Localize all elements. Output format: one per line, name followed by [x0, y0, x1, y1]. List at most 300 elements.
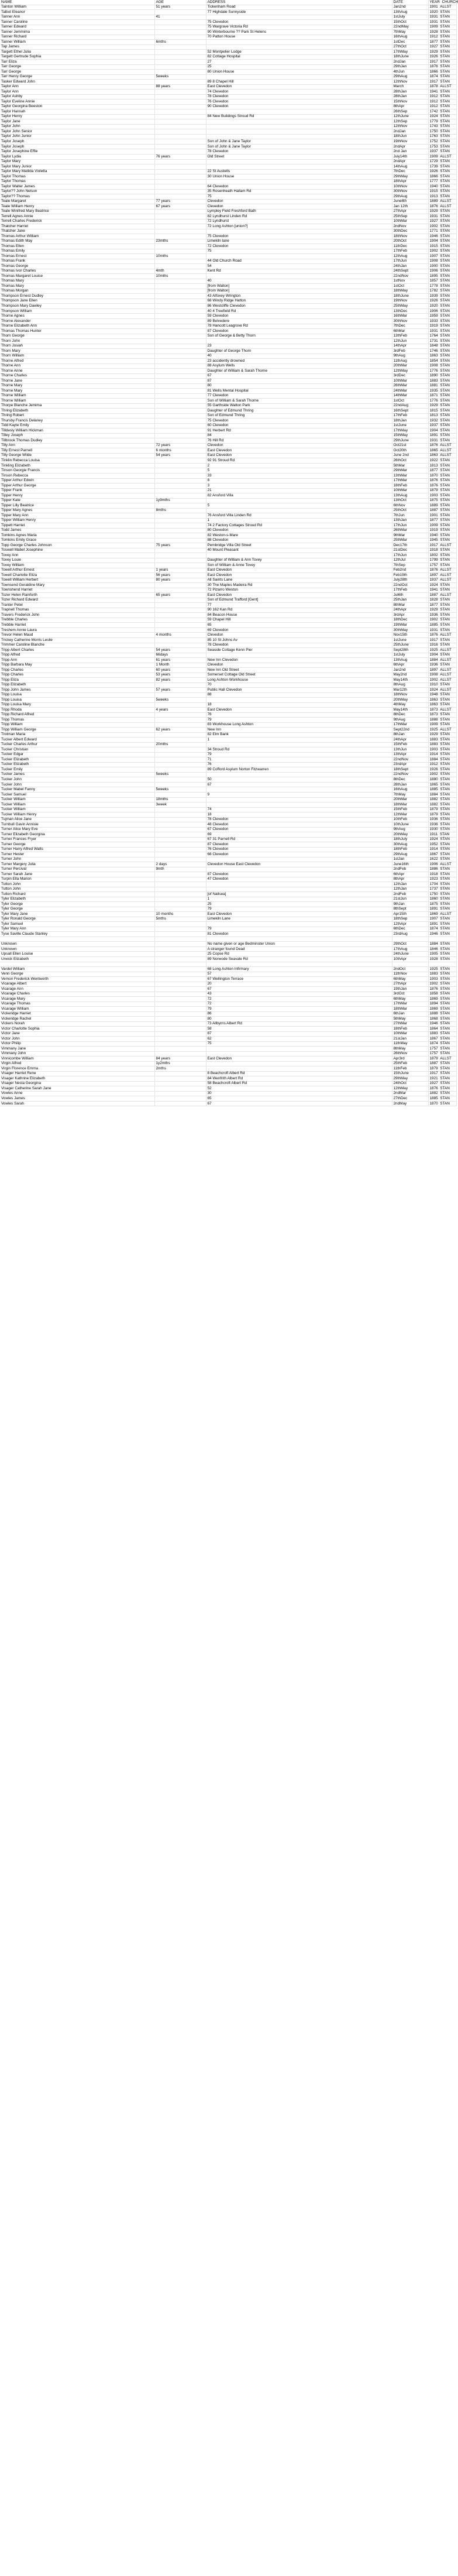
cell-age[interactable] — [154, 757, 206, 763]
cell-date[interactable]: 27thOct — [392, 44, 428, 50]
cell-year-church[interactable] — [428, 40, 456, 45]
cell-address[interactable]: 40 4 Treefield Rd — [206, 308, 392, 314]
cell-year-church[interactable] — [428, 802, 456, 808]
cell-age[interactable] — [154, 807, 206, 812]
cell-name[interactable]: Visager Nesta Georgina — [0, 1081, 154, 1086]
cell-name[interactable] — [0, 937, 154, 942]
cell-date[interactable] — [392, 962, 428, 967]
cell-name[interactable]: Vicarage William — [0, 1007, 154, 1012]
cell-name[interactable]: Thorn John — [0, 339, 154, 344]
cell-name[interactable]: Turner Harry Alfred Watts — [0, 847, 154, 852]
cell-age[interactable] — [154, 329, 206, 334]
cell-name[interactable]: Turner Alice Mary Eve — [0, 827, 154, 832]
cell-date[interactable]: 10thMar — [392, 488, 428, 493]
cell-age[interactable] — [154, 413, 206, 419]
cell-date[interactable]: 8thSept — [392, 907, 428, 912]
cell-age[interactable] — [154, 164, 206, 170]
cell-date[interactable]: 12thJun — [392, 339, 428, 344]
cell-year-church[interactable] — [428, 1101, 456, 1106]
cell-date[interactable]: 11thAug — [392, 359, 428, 364]
cell-name[interactable]: Thatcher Jane — [0, 229, 154, 234]
cell-date[interactable]: 15thFeb — [392, 807, 428, 812]
cell-year-church[interactable] — [428, 100, 456, 105]
cell-address[interactable]: 75 Clevedon — [206, 20, 392, 25]
cell-year-church[interactable] — [428, 1071, 456, 1076]
cell-name[interactable]: Vinnicombe William — [0, 1057, 154, 1062]
cell-date[interactable]: 19thJan — [392, 987, 428, 992]
cell-name[interactable]: Thorne Elizabeth Ann — [0, 324, 154, 329]
cell-date[interactable]: 25thMar — [392, 538, 428, 543]
cell-age[interactable]: 53 years — [154, 673, 206, 678]
cell-name[interactable]: Thompson Mary Dawley — [0, 304, 154, 309]
cell-date[interactable]: 12thNov — [392, 124, 428, 129]
cell-name[interactable]: Thring Robert — [0, 413, 154, 419]
cell-address[interactable]: 30 — [206, 1091, 392, 1096]
cell-year-church[interactable] — [428, 832, 456, 838]
cell-year-church[interactable] — [428, 608, 456, 613]
cell-year-church[interactable] — [428, 513, 456, 519]
cell-age[interactable] — [154, 548, 206, 553]
cell-year-church[interactable] — [428, 349, 456, 354]
cell-age[interactable] — [154, 902, 206, 907]
cell-date[interactable]: 11thNov — [392, 972, 428, 977]
cell-year-church[interactable] — [428, 139, 456, 145]
cell-name[interactable]: Turner Hester — [0, 852, 154, 857]
cell-date[interactable]: 18thJune — [392, 294, 428, 299]
cell-date[interactable]: 26thSep — [392, 109, 428, 115]
cell-age[interactable] — [154, 952, 206, 957]
cell-date[interactable]: 23rdAug — [392, 932, 428, 937]
cell-age[interactable] — [154, 119, 206, 125]
cell-year-church[interactable] — [428, 897, 456, 902]
cell-address[interactable]: 87 Clevedon — [206, 842, 392, 848]
cell-name[interactable]: Turnbull Gavin Annisle — [0, 822, 154, 828]
cell-age[interactable] — [154, 94, 206, 100]
cell-year-church[interactable] — [428, 588, 456, 593]
cell-age[interactable]: 3week — [154, 802, 206, 808]
cell-address[interactable]: Tickenham Road — [206, 5, 392, 10]
cell-name[interactable]: Vimmany John — [0, 1051, 154, 1057]
cell-name[interactable]: Tripp Louisa — [0, 698, 154, 703]
cell-age[interactable] — [154, 1031, 206, 1037]
cell-name[interactable]: Tanner William — [0, 40, 154, 45]
cell-age[interactable] — [154, 174, 206, 180]
cell-year-church[interactable] — [428, 663, 456, 668]
cell-age[interactable] — [154, 972, 206, 977]
cell-name[interactable]: Tilley Joseph — [0, 433, 154, 438]
cell-date[interactable]: 29thOct — [392, 942, 428, 947]
cell-address[interactable]: 89 Cofford Asylum Norton Fitzwarren — [206, 767, 392, 773]
cell-age[interactable] — [154, 354, 206, 359]
cell-age[interactable]: 1y9mths — [154, 498, 206, 503]
cell-name[interactable]: Tripp Alfred — [0, 653, 154, 658]
cell-date[interactable]: 2ndJan — [392, 60, 428, 65]
cell-year-church[interactable] — [428, 473, 456, 478]
cell-age[interactable]: 5weeks — [154, 787, 206, 793]
cell-year-church[interactable] — [428, 892, 456, 897]
cell-age[interactable]: 72 years — [154, 443, 206, 448]
cell-name[interactable]: Thorne Jane — [0, 379, 154, 384]
cell-date[interactable]: 6thDec — [392, 927, 428, 932]
cell-date[interactable]: 30thDec — [392, 229, 428, 234]
cell-age[interactable] — [154, 373, 206, 379]
cell-date[interactable]: Apr15th — [392, 912, 428, 917]
cell-age[interactable]: 10mths — [154, 274, 206, 279]
cell-name[interactable]: Talbot Eleanor — [0, 10, 154, 15]
cell-date[interactable]: 1stJuly — [392, 15, 428, 20]
cell-date[interactable]: 10thFeb — [392, 817, 428, 822]
cell-age[interactable] — [154, 483, 206, 489]
cell-address[interactable]: 90 Winterbourne ?? Park St Helens — [206, 30, 392, 35]
cell-year-church[interactable] — [428, 997, 456, 1002]
cell-address[interactable]: Kent Rd — [206, 269, 392, 274]
cell-age[interactable] — [154, 64, 206, 70]
cell-age[interactable] — [154, 284, 206, 289]
cell-age[interactable] — [154, 718, 206, 723]
cell-age[interactable] — [154, 1076, 206, 1082]
cell-address[interactable]: 77 — [206, 603, 392, 608]
cell-date[interactable]: 17thJun — [392, 523, 428, 529]
cell-year-church[interactable] — [428, 907, 456, 912]
cell-year-church[interactable] — [428, 1021, 456, 1027]
cell-age[interactable] — [154, 493, 206, 499]
cell-date[interactable]: 8thDec — [392, 777, 428, 783]
cell-age[interactable] — [154, 643, 206, 648]
cell-date[interactable]: 10thApr — [392, 957, 428, 962]
cell-year-church[interactable] — [428, 329, 456, 334]
cell-name[interactable]: Tujman Alice Jane — [0, 817, 154, 822]
cell-age[interactable] — [154, 732, 206, 738]
cell-age[interactable] — [154, 468, 206, 474]
cell-name[interactable]: Tainton William — [0, 5, 154, 10]
cell-name[interactable]: Vicarage Mary — [0, 997, 154, 1002]
cell-year-church[interactable] — [428, 324, 456, 329]
cell-address[interactable]: 78 Hancott Leagrove Rd — [206, 324, 392, 329]
cell-address[interactable]: 43 Alfoxey Wrington — [206, 294, 392, 299]
cell-address[interactable]: 58 Beachcroft Albert Rd — [206, 1081, 392, 1086]
cell-year-church[interactable] — [428, 633, 456, 638]
cell-age[interactable] — [154, 892, 206, 897]
cell-address[interactable]: 47 Clevedon — [206, 877, 392, 882]
cell-name[interactable]: Thompson Ernest Dudley — [0, 294, 154, 299]
cell-age[interactable]: 5weeks — [154, 772, 206, 777]
cell-name[interactable]: Tucker Elizabeth — [0, 762, 154, 767]
cell-address[interactable]: Clevedon — [206, 199, 392, 204]
cell-date[interactable]: 30thNov — [392, 319, 428, 324]
cell-address[interactable]: Clevedon — [206, 633, 392, 638]
cell-age[interactable] — [154, 184, 206, 190]
cell-year-church[interactable] — [428, 942, 456, 947]
cell-address[interactable]: 74 2 Factory Cottages Stroud Rd — [206, 523, 392, 529]
cell-date[interactable]: 18thDec — [392, 618, 428, 623]
cell-date[interactable]: 29thMay — [392, 1076, 428, 1082]
cell-age[interactable] — [154, 35, 206, 40]
cell-date[interactable]: 9thAug — [392, 354, 428, 359]
cell-year-church[interactable] — [428, 638, 456, 643]
cell-year-church[interactable] — [428, 752, 456, 757]
cell-name[interactable]: Taylor Mary Junior — [0, 164, 154, 170]
cell-year-church[interactable] — [428, 627, 456, 633]
cell-year-church[interactable] — [428, 702, 456, 708]
cell-address[interactable]: 74 Clevedon — [206, 90, 392, 95]
cell-address[interactable]: 22 St Austells — [206, 169, 392, 174]
cell-name[interactable]: Vowles Anne — [0, 1091, 154, 1096]
cell-name[interactable]: Tripp Charles — [0, 673, 154, 678]
cell-year-church[interactable] — [428, 184, 456, 190]
cell-age[interactable] — [154, 767, 206, 773]
cell-date[interactable]: 25thSep — [392, 214, 428, 219]
cell-address[interactable]: 3 — [206, 483, 392, 489]
cell-name[interactable]: Tucker William — [0, 807, 154, 812]
cell-date[interactable]: Nov15th — [392, 633, 428, 638]
cell-name[interactable]: Tozer Richard Edward — [0, 598, 154, 603]
cell-address[interactable]: 35 Rosenheath Hallam Rd — [206, 189, 392, 194]
cell-age[interactable]: 10 months — [154, 912, 206, 917]
cell-date[interactable]: 21stJun — [392, 897, 428, 902]
cell-age[interactable]: 67 years — [154, 204, 206, 210]
cell-address[interactable]: Long Ashton Workhouse — [206, 678, 392, 683]
cell-year-church[interactable] — [428, 812, 456, 818]
cell-name[interactable]: Thorne Charles — [0, 373, 154, 379]
cell-date[interactable] — [392, 937, 428, 942]
cell-year-church[interactable] — [428, 817, 456, 822]
cell-year-church[interactable] — [428, 852, 456, 857]
cell-year-church[interactable] — [428, 389, 456, 394]
cell-date[interactable]: 20thOct — [392, 239, 428, 244]
cell-name[interactable]: Turner Frances Fryer — [0, 837, 154, 842]
cell-name[interactable]: Taylor Joseph — [0, 144, 154, 149]
cell-year-church[interactable] — [428, 269, 456, 274]
cell-age[interactable]: 9mth — [154, 867, 206, 872]
cell-date[interactable]: 13thJun — [392, 747, 428, 753]
cell-address[interactable]: 52 Montpelier Lodge — [206, 50, 392, 55]
cell-year-church[interactable] — [428, 962, 456, 967]
cell-age[interactable] — [154, 583, 206, 588]
cell-address[interactable] — [206, 922, 392, 927]
cell-date[interactable]: 12thAug — [392, 254, 428, 259]
cell-date[interactable]: 18thFeb — [392, 1027, 428, 1032]
cell-address[interactable] — [206, 40, 392, 45]
cell-name[interactable]: Thorn George — [0, 334, 154, 339]
cell-year-church[interactable] — [428, 224, 456, 229]
cell-address[interactable]: 82 Cottage Hospital — [206, 54, 392, 60]
cell-age[interactable]: 5weeks — [154, 74, 206, 80]
cell-address[interactable]: 78 Clevedon — [206, 94, 392, 100]
cell-date[interactable]: 18thFeb — [392, 483, 428, 489]
cell-name[interactable]: Tucker John — [0, 782, 154, 787]
cell-name[interactable]: Tilly Ann — [0, 443, 154, 448]
cell-age[interactable] — [154, 752, 206, 757]
cell-date[interactable]: 12thMay — [392, 369, 428, 374]
cell-address[interactable]: 80 Union House — [206, 70, 392, 75]
cell-age[interactable] — [154, 513, 206, 519]
cell-year-church[interactable] — [428, 982, 456, 987]
cell-date[interactable]: 12thJul — [392, 558, 428, 563]
cell-date[interactable]: 29thJune — [392, 438, 428, 444]
cell-date[interactable]: Apr3rd — [392, 1057, 428, 1062]
cell-date[interactable]: 16thSept — [392, 409, 428, 414]
cell-date[interactable]: 3rdOct — [392, 992, 428, 997]
cell-year-church[interactable] — [428, 239, 456, 244]
cell-year-church[interactable] — [428, 1066, 456, 1072]
cell-address[interactable]: Son of John & Jane Taylor — [206, 144, 392, 149]
cell-year-church[interactable] — [428, 568, 456, 573]
cell-age[interactable] — [154, 613, 206, 618]
cell-age[interactable] — [154, 1071, 206, 1076]
cell-name[interactable]: Turner Percival — [0, 867, 154, 872]
cell-date[interactable]: 18thMar — [392, 1007, 428, 1012]
cell-year-church[interactable] — [428, 94, 456, 100]
cell-address[interactable]: [from Walton] — [206, 284, 392, 289]
cell-date[interactable]: 6thApr — [392, 872, 428, 877]
cell-date[interactable]: 1stJune — [392, 423, 428, 428]
cell-date[interactable]: 22ndOct — [392, 583, 428, 588]
cell-name[interactable]: Tripp Ann — [0, 658, 154, 663]
cell-age[interactable] — [154, 777, 206, 783]
cell-date[interactable]: 12thNov — [392, 80, 428, 85]
cell-date[interactable]: 2ndApr — [392, 144, 428, 149]
cell-name[interactable]: Tucker Mabel Fanny — [0, 787, 154, 793]
cell-date[interactable]: 17thMay — [392, 428, 428, 434]
cell-date[interactable]: 2ndFeb — [392, 892, 428, 897]
cell-year-church[interactable] — [428, 932, 456, 937]
cell-age[interactable] — [154, 957, 206, 962]
cell-address[interactable]: Lympley Field Freshford Bath — [206, 209, 392, 214]
cell-name[interactable]: Tyler Mary Ann — [0, 927, 154, 932]
cell-year-church[interactable] — [428, 742, 456, 747]
cell-year-church[interactable] — [428, 957, 456, 962]
cell-address[interactable]: 78 Clevedon — [206, 643, 392, 648]
cell-year-church[interactable] — [428, 797, 456, 802]
cell-year-church[interactable] — [428, 1031, 456, 1037]
cell-name[interactable]: Towell Charlotte Eliza — [0, 573, 154, 578]
cell-age[interactable] — [154, 463, 206, 468]
cell-age[interactable] — [154, 264, 206, 269]
cell-name[interactable]: Townsend Geraldine Mary — [0, 583, 154, 588]
cell-year-church[interactable] — [428, 80, 456, 85]
cell-date[interactable]: 19thNov — [392, 299, 428, 304]
cell-year-church[interactable] — [428, 822, 456, 828]
cell-name[interactable]: Victor Jane — [0, 1031, 154, 1037]
cell-address[interactable]: 82 Weston-s-Mare — [206, 533, 392, 538]
cell-name[interactable] — [0, 962, 154, 967]
cell-date[interactable]: 10thMar — [392, 219, 428, 224]
cell-address[interactable]: 75 — [206, 249, 392, 254]
cell-year-church[interactable] — [428, 682, 456, 688]
cell-name[interactable]: Tanner Caroline — [0, 20, 154, 25]
cell-name[interactable]: Thomas Edith May — [0, 239, 154, 244]
cell-date[interactable]: Feb2nd — [392, 568, 428, 573]
cell-address[interactable]: East Clevedon — [206, 708, 392, 713]
cell-address[interactable]: 79 — [206, 752, 392, 757]
cell-name[interactable]: Toswell Mabel Josephine — [0, 548, 154, 553]
cell-address[interactable]: Somerset Cottage Old Street — [206, 673, 392, 678]
cell-address[interactable]: No name given or age Bedminster Union — [206, 942, 392, 947]
cell-age[interactable] — [154, 603, 206, 608]
cell-name[interactable]: Teale Winifred Mary Beatrice — [0, 209, 154, 214]
cell-year-church[interactable] — [428, 373, 456, 379]
cell-address[interactable]: New Inn — [206, 728, 392, 733]
cell-date[interactable]: 13thMar — [392, 473, 428, 478]
cell-address[interactable]: Limekiln lane — [206, 239, 392, 244]
cell-year-church[interactable] — [428, 712, 456, 718]
cell-year-church[interactable] — [428, 214, 456, 219]
cell-name[interactable]: Thursby Francis Delaney — [0, 419, 154, 424]
cell-date[interactable]: 12thMay — [392, 1086, 428, 1092]
cell-address[interactable]: 88 — [206, 692, 392, 698]
cell-date[interactable]: 15thFeb — [392, 742, 428, 747]
cell-address[interactable]: East Clevedon — [206, 593, 392, 598]
cell-name[interactable]: Thorpe Blanche Jemima — [0, 403, 154, 409]
cell-date[interactable]: 7thSep — [392, 563, 428, 568]
cell-age[interactable] — [154, 134, 206, 139]
cell-address[interactable]: 79 — [206, 1007, 392, 1012]
cell-year-church[interactable] — [428, 1051, 456, 1057]
cell-date[interactable]: Jul6th — [392, 593, 428, 598]
cell-date[interactable]: 26thOct — [392, 458, 428, 464]
cell-year-church[interactable] — [428, 912, 456, 917]
cell-date[interactable]: May14th — [392, 708, 428, 713]
cell-age[interactable]: 1y2mths — [154, 1061, 206, 1066]
cell-year-church[interactable] — [428, 289, 456, 294]
cell-year-church[interactable] — [428, 64, 456, 70]
cell-year-church[interactable] — [428, 478, 456, 483]
cell-address[interactable]: 84 Wenfrith Albert Rd — [206, 1076, 392, 1082]
cell-name[interactable]: Tucker Elizabeth — [0, 757, 154, 763]
cell-year-church[interactable] — [428, 1027, 456, 1032]
cell-year-church[interactable] — [428, 678, 456, 683]
cell-year-church[interactable] — [428, 992, 456, 997]
cell-name[interactable]: Thorne Anne — [0, 369, 154, 374]
cell-name[interactable]: Thorne Agnes — [0, 314, 154, 319]
cell-year-church[interactable] — [428, 792, 456, 797]
cell-age[interactable] — [154, 299, 206, 304]
cell-name[interactable]: Towell Arthur Ernest — [0, 568, 154, 573]
cell-age[interactable] — [154, 722, 206, 728]
cell-name[interactable]: Urwick Elizabeth — [0, 957, 154, 962]
cell-year-church[interactable] — [428, 383, 456, 389]
cell-address[interactable]: 58 — [206, 1027, 392, 1032]
cell-year-church[interactable] — [428, 419, 456, 424]
cell-name[interactable]: Thomas Ivor Charles — [0, 269, 154, 274]
cell-age[interactable] — [154, 324, 206, 329]
cell-name[interactable]: Todd James — [0, 528, 154, 533]
cell-address[interactable] — [206, 274, 392, 279]
cell-age[interactable] — [154, 837, 206, 842]
cell-name[interactable]: Tucker Albert Edward — [0, 738, 154, 743]
cell-age[interactable] — [154, 623, 206, 628]
cell-age[interactable]: 2mths — [154, 1066, 206, 1072]
cell-address[interactable]: 76 — [206, 712, 392, 718]
cell-address[interactable] — [206, 134, 392, 139]
cell-address[interactable]: 60 Clevedon — [206, 423, 392, 428]
cell-year-church[interactable] — [428, 169, 456, 174]
cell-age[interactable]: 61 years — [154, 658, 206, 663]
cell-year-church[interactable] — [428, 149, 456, 155]
cell-date[interactable]: 18thMar — [392, 802, 428, 808]
cell-year-church[interactable] — [428, 902, 456, 907]
cell-age[interactable] — [154, 229, 206, 234]
cell-date[interactable]: 12thApr — [392, 922, 428, 927]
cell-date[interactable]: 8thDec — [392, 712, 428, 718]
cell-age[interactable] — [154, 738, 206, 743]
cell-year-church[interactable] — [428, 438, 456, 444]
cell-address[interactable]: 40 — [206, 354, 392, 359]
cell-address[interactable] — [206, 74, 392, 80]
cell-year-church[interactable] — [428, 468, 456, 474]
cell-age[interactable]: 65 years — [154, 593, 206, 598]
cell-address[interactable]: 89 Norwode Seavale Rd — [206, 957, 392, 962]
